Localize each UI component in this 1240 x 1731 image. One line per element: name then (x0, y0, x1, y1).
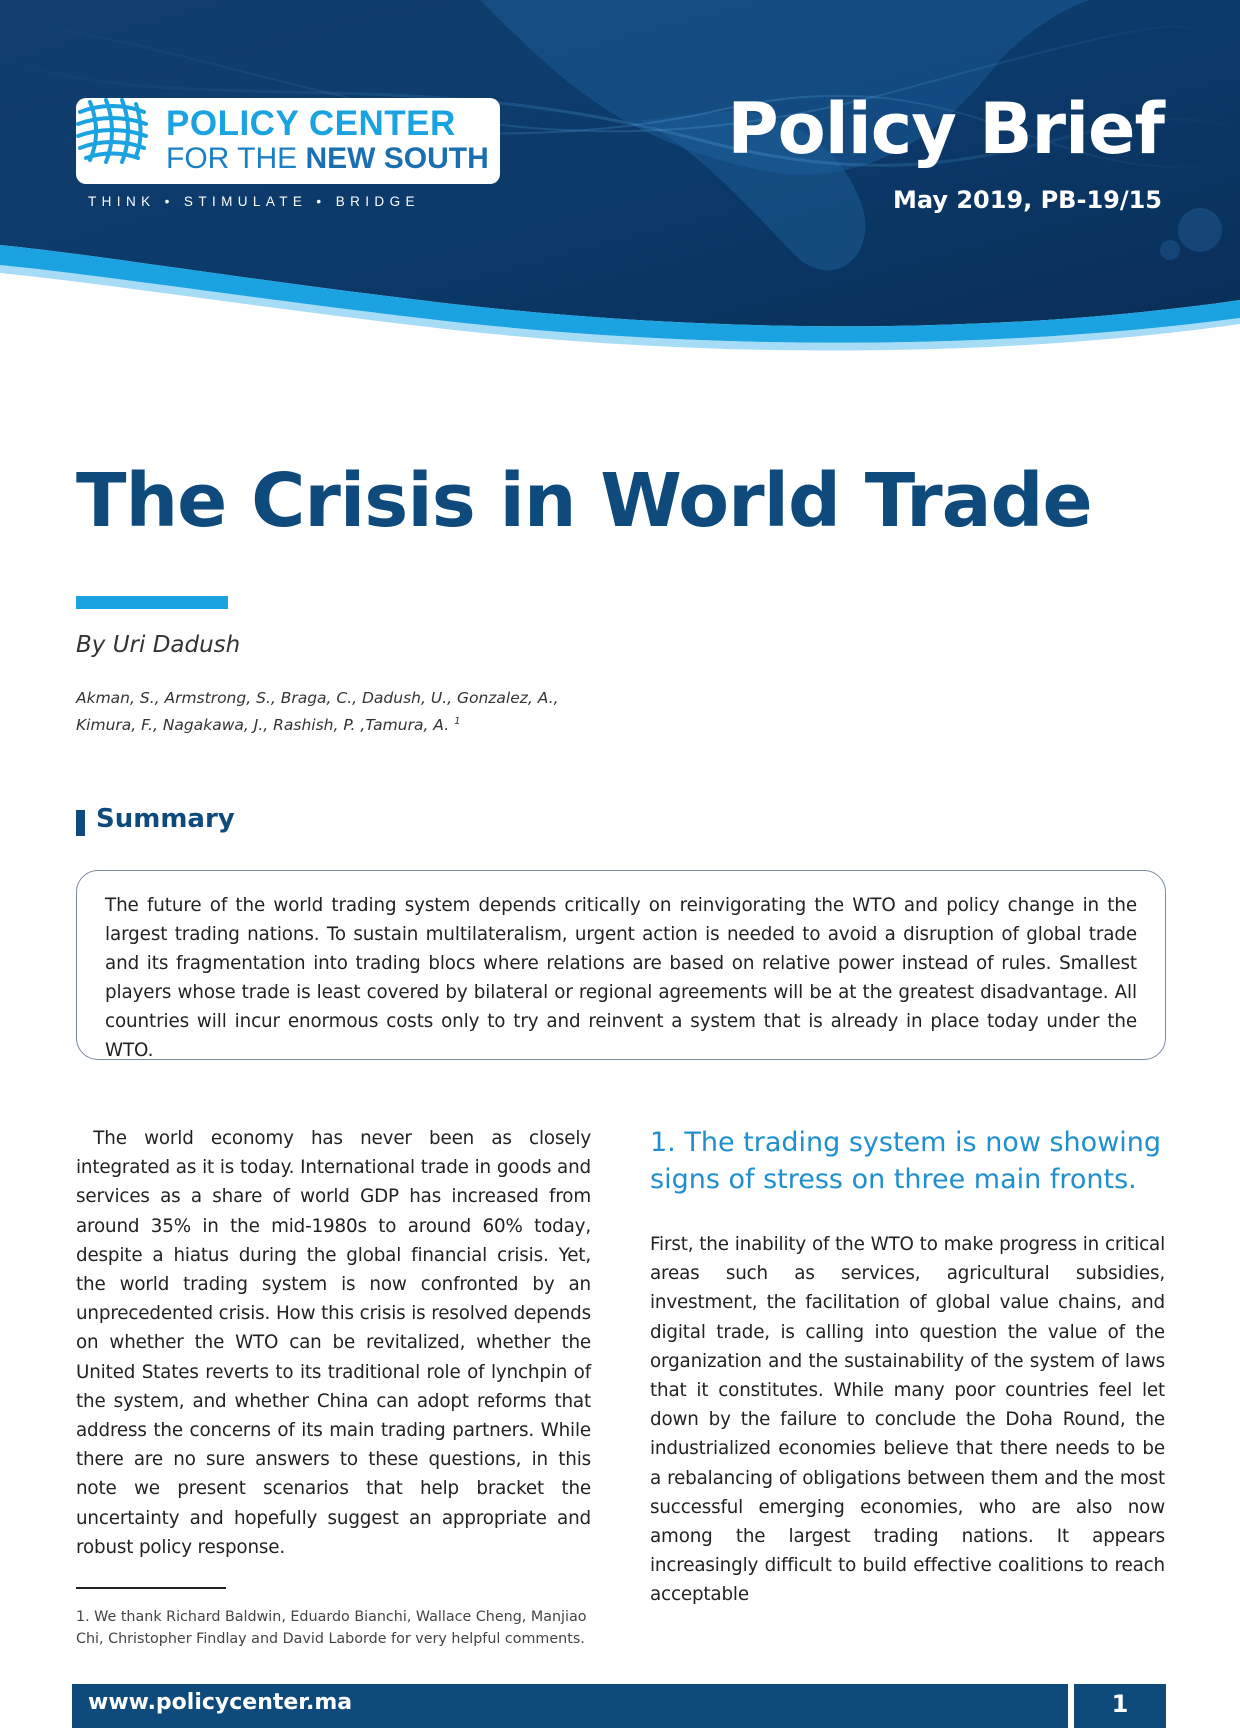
logo-name-line1: POLICY CENTER (166, 104, 456, 143)
logo-line2-bold: NEW SOUTH (305, 142, 489, 175)
section-heading: 1. The trading system is now showing signs of stress on three main fronts. (650, 1127, 1162, 1195)
coauthors-line1: Akman, S., Armstrong, S., Braga, C., Dadush, U., Gonzalez, A., (76, 689, 559, 707)
brief-date: May 2019, PB-19/15 (892, 186, 1162, 214)
author-byline: By Uri Dadush (76, 632, 241, 658)
footer-website-link[interactable]: www.policycenter.ma (88, 1690, 353, 1715)
tagline: THINK • STIMULATE • BRIDGE (88, 194, 420, 209)
logo-line2-prefix: FOR THE (166, 142, 306, 175)
left-column (76, 1124, 597, 1562)
brief-type-title: Policy Brief (727, 88, 1164, 170)
coauthors (76, 686, 559, 737)
footnote-ref[interactable]: 1 (454, 716, 461, 727)
page-number: 1 (1111, 1690, 1129, 1718)
logo[interactable] (76, 98, 500, 184)
summary-heading-bar (76, 810, 85, 836)
logo-name-line2 (166, 142, 489, 176)
title-underline (76, 596, 228, 609)
section-paragraph: First, the inability of the WTO to make progress in critical areas such as services, agricultural subsidies, investment, the facilitation of global value chains, and digital trade, is calling into question the value of the organization and the sustainability of the system of laws that it constitutes. While many poor countries feel let down by the failure to conclude the Doha Round, the industrialized economies believe that there needs to be a rebalancing of obligations between them and the most successful emerging economies, who are also now among the largest trading nations. It appears increasingly difficult to build effective coalitions to reach acceptable (650, 1234, 1165, 1606)
summary-box (76, 870, 1166, 1060)
coauthors-line2 (76, 710, 559, 737)
coauthors-line2-text: Kimura, F., Nagakawa, J., Rashish, P. ,Tamura, A. (76, 716, 450, 735)
footnote: 1. We thank Richard Baldwin, Eduardo Bianchi, Wallace Cheng, Manjiao Chi, Christopher Findlay and David Laborde for very helpful comments. (76, 1609, 587, 1647)
footnote-divider (76, 1587, 226, 1589)
banner-background (0, 0, 1240, 370)
header-banner (0, 0, 1240, 370)
page-title: The Crisis in World Trade (76, 458, 1092, 544)
summary-text: The future of the world trading system depends critically on reinvigorating the WTO and policy change in the largest trading nations. To sustain multilateralism, urgent action is needed to avoid a disruption of global trade and its fragmentation into trading blocs where relations are based on relative power instead of rules. Smallest players whose trade is least covered by bilateral or regional agreements will be at the greatest disadvantage. All countries will incur enormous costs only to try and reinvent a system that is already in place today under the WTO. (105, 895, 1137, 1061)
right-column (650, 1124, 1165, 1610)
intro-paragraph: The world economy has never been as closely integrated as it is today. International trade in goods and services as a share of world GDP has increased from around 35% in the mid-1980s to around 60% today, despite a hiatus during the global financial crisis. Yet, the world trading system is now confronted by an unprecedented crisis. How this crisis is resolved depends on whether the WTO can be revitalized, whether the United States reverts to its traditional role of lynchpin of the system, and whether China can adopt reforms that address the concerns of its main trading partners. While there are no sure answers to these questions, in this note we present scenarios that help bracket the uncertainty and hopefully suggest an appropriate and robust policy response. (76, 1128, 597, 1558)
summary-heading: Summary (96, 804, 235, 834)
globe-grid-icon (76, 98, 148, 164)
